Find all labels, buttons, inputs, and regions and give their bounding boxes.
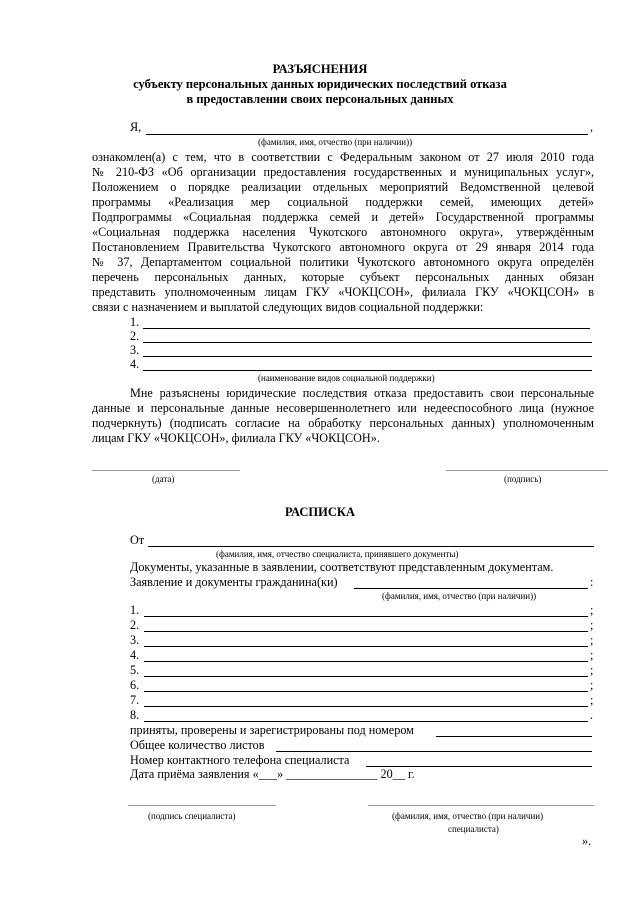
support-item-num: 2. — [130, 329, 140, 343]
specialist-signature-caption: (подпись специалиста) — [148, 811, 236, 821]
specialist-name-caption-2: специалиста) — [448, 824, 499, 834]
paragraph-line: перечень персональных данных, которые субъект персональных данных обязан — [92, 270, 594, 284]
doc-item-line[interactable] — [144, 691, 588, 692]
paragraph-line: Подпрограммы «Социальная поддержка семей и детей» Государственной программы — [92, 210, 594, 224]
doc-item-end: . — [590, 708, 594, 722]
doc-item-end: ; — [590, 663, 594, 677]
doc-item-end: ; — [590, 633, 594, 647]
specialist-name-caption: (фамилия, имя, отчество (при наличии) — [392, 811, 544, 821]
acceptance-date: Дата приёма заявления «___» _______________ 20__ г. — [130, 767, 415, 781]
paragraph-line: представить уполномоченным лицам ГКУ «ЧОКЦСОН», филиала ГКУ «ЧОКЦСОН» в — [92, 285, 594, 299]
paragraph-line: Положением о порядке реализации отдельных мероприятий Ведомственной целевой — [92, 180, 594, 194]
support-item-line[interactable] — [143, 356, 592, 357]
application-colon: : — [590, 575, 594, 589]
doc-item-line[interactable] — [144, 631, 588, 632]
paragraph-line: № 37, Департаментом социальной политики Чукотского автономного округа определён — [92, 255, 594, 269]
doc-item-num: 1. — [130, 603, 140, 617]
doc-item-end: ; — [590, 693, 594, 707]
doc-item-end: ; — [590, 678, 594, 692]
support-item-line[interactable] — [143, 328, 590, 329]
support-item-num: 3. — [130, 343, 140, 357]
doc-item-num: 5. — [130, 663, 140, 677]
registration-number-line[interactable] — [436, 736, 592, 737]
specialist-signature-line[interactable] — [128, 805, 276, 806]
registered-label: приняты, проверены и зарегистрированы под номером — [130, 723, 414, 737]
phone-label: Номер контактного телефона специалиста — [130, 753, 350, 767]
citizen-fio-caption: (фамилия, имя, отчество (при наличии)) — [382, 591, 537, 601]
consequence-line: данные и персональные данные несовершеннолетнего или недееспособного лица (нужное — [92, 401, 594, 415]
doc-item-line[interactable] — [144, 721, 588, 722]
paragraph-line: программы «Реализация мер социальной поддержки семей, имеющих детей» — [92, 195, 594, 209]
paragraph-line: № 210-ФЗ «Об организации предоставления государственных и муниципальных услуг», — [92, 165, 594, 179]
doc-item-num: 7. — [130, 693, 140, 707]
date-line[interactable] — [92, 470, 240, 471]
doc-item-num: 4. — [130, 648, 140, 662]
doc-item-end: ; — [590, 648, 594, 662]
signature-line[interactable] — [446, 470, 608, 471]
paragraph-line: «Социальная поддержка населения Чукотского автономного округа», утверждённым — [92, 225, 594, 239]
paragraph-line: Постановлением Правительства Чукотского автономного округа от 29 января 2014 года — [92, 240, 594, 254]
doc-item-line[interactable] — [144, 616, 588, 617]
consequence-line: Мне разъяснены юридические последствия отказа предоставить свои персональные — [130, 386, 594, 400]
consequence-line: лицам ГКУ «ЧОКЦСОН», филиала ГКУ «ЧОКЦСОН». — [92, 431, 380, 445]
citizen-fio-line[interactable] — [354, 588, 588, 589]
doc-subtitle-1: субъекту персональных данных юридических последствий отказа — [133, 77, 507, 91]
doc-item-end: ; — [590, 618, 594, 632]
doc-item-line[interactable] — [144, 646, 588, 647]
total-sheets-label: Общее количество листов — [130, 738, 265, 752]
doc-item-line[interactable] — [144, 706, 588, 707]
docs-match-text: Документы, указанные в заявлении, соответствуют представленным документам. — [130, 560, 554, 574]
doc-item-num: 6. — [130, 678, 140, 692]
from-label: От — [130, 533, 145, 547]
support-caption: (наименование видов социальной поддержки) — [258, 373, 435, 383]
fio-caption: (фамилия, имя, отчество (при наличии)) — [258, 137, 413, 147]
closing-quote: ». — [582, 834, 592, 848]
doc-item-num: 8. — [130, 708, 140, 722]
consequence-line: подчеркнуть) (подписать согласие на обработку персональных данных) уполномоченным — [92, 416, 594, 430]
doc-item-line[interactable] — [144, 676, 588, 677]
doc-item-num: 3. — [130, 633, 140, 647]
receipt-title: РАСПИСКА — [284, 505, 356, 519]
paragraph-line: ознакомлен(а) с тем, что в соответствии с Федеральным законом от 27 июля 2010 года — [92, 150, 594, 164]
support-item-line[interactable] — [143, 370, 592, 371]
specialist-fio-caption: (фамилия, имя, отчество специалиста, принявшего документы) — [216, 549, 459, 559]
doc-subtitle-2: в предоставлении своих персональных данных — [186, 92, 454, 106]
doc-item-line[interactable] — [144, 661, 588, 662]
paragraph-line: связи с назначением и выплатой следующих видов социальной поддержки: — [92, 300, 484, 314]
support-item-num: 1. — [130, 315, 140, 329]
doc-title: РАЗЪЯСНЕНИЯ — [272, 62, 368, 76]
fio-line[interactable] — [146, 134, 588, 135]
specialist-name-line[interactable] — [368, 805, 594, 806]
doc-item-num: 2. — [130, 618, 140, 632]
support-item-line[interactable] — [143, 342, 592, 343]
doc-item-end: ; — [590, 603, 594, 617]
signature-caption: (подпись) — [504, 474, 542, 484]
ya-label: Я, — [130, 120, 142, 134]
support-item-num: 4. — [130, 357, 140, 371]
specialist-fio-line[interactable] — [148, 546, 594, 547]
total-sheets-line[interactable] — [276, 751, 592, 752]
fio-comma: , — [590, 120, 594, 134]
application-label: Заявление и документы гражданина(ки) — [130, 575, 338, 589]
date-caption: (дата) — [152, 474, 175, 484]
